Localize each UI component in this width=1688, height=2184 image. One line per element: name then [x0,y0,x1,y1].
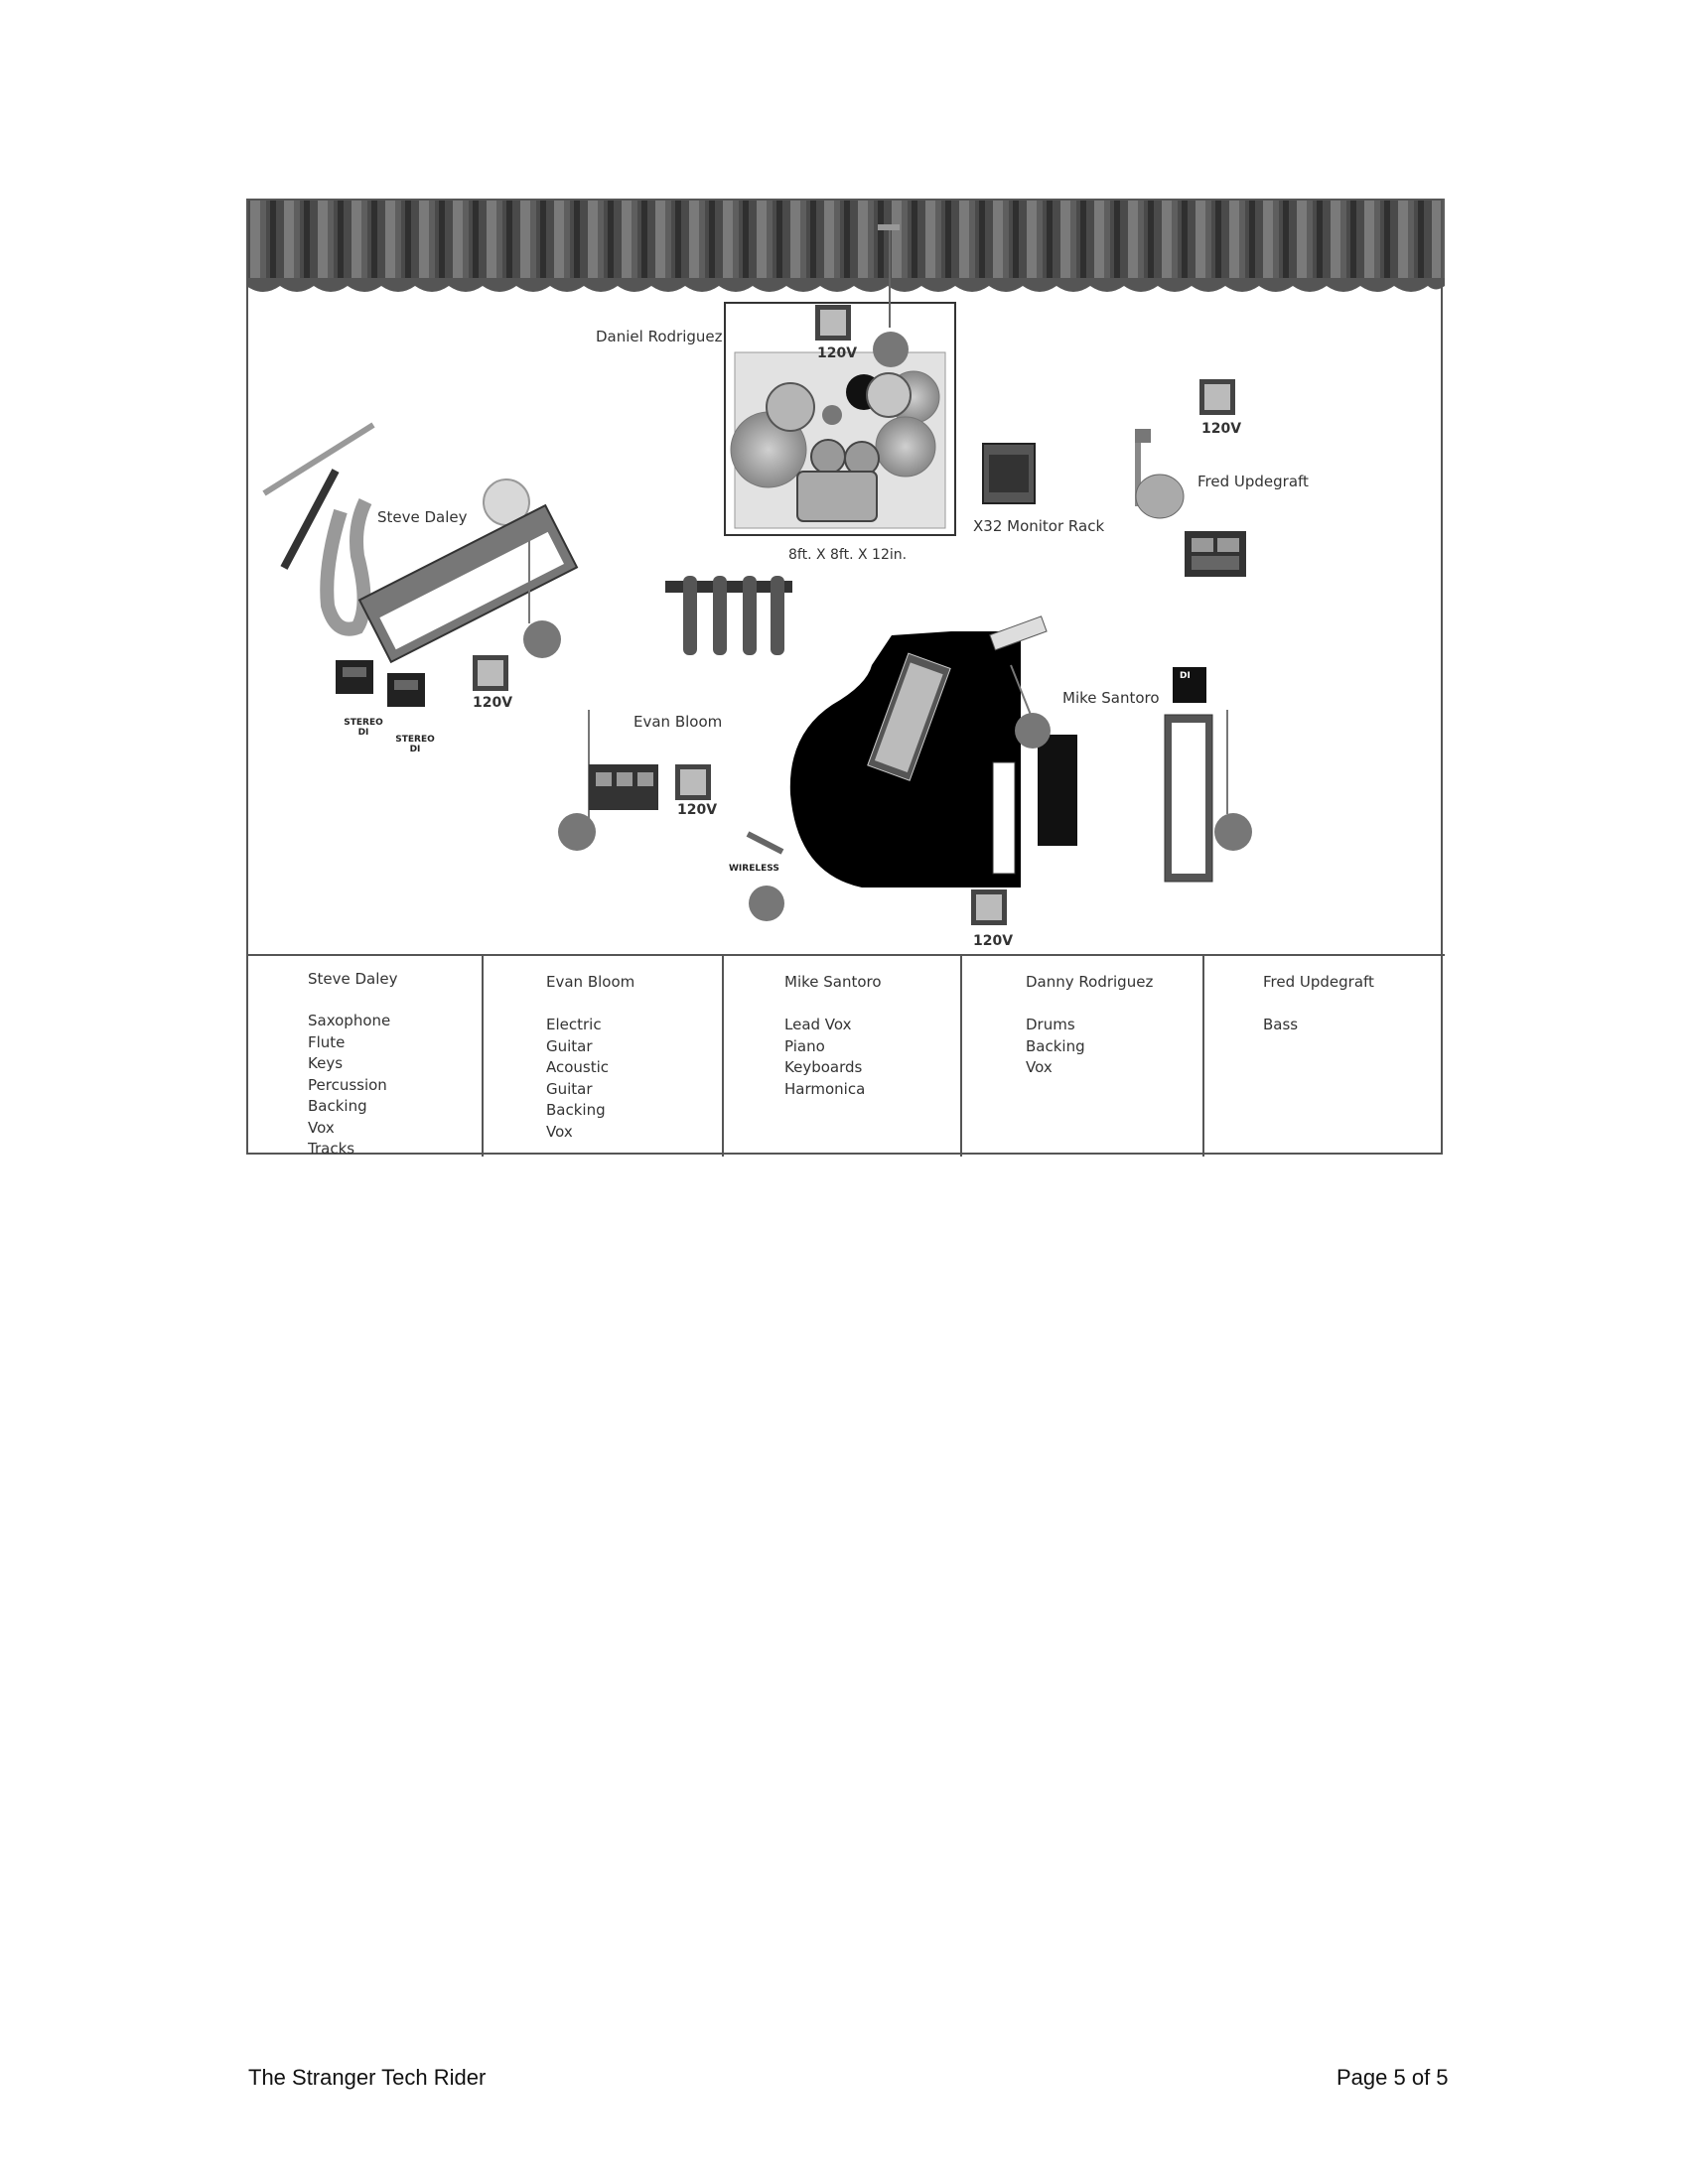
power-outlet-icon [675,764,711,800]
label-stereo-di: STEREO DI [344,718,383,738]
role-item: Drums [1026,1016,1075,1033]
roster-roles [784,1015,865,1100]
role-item: Tracks [308,1140,355,1158]
roster-roles [308,1011,390,1160]
roster-name: Danny Rodriguez [1026,973,1154,991]
label-steve-daley: Steve Daley [377,508,468,526]
label-di-box: DI [1180,671,1191,681]
power-outlet-icon [473,655,508,691]
role-item: Harmonica [784,1079,866,1098]
footer-document-title: The Stranger Tech Rider [248,2065,487,2090]
power-outlet-icon [971,889,1007,925]
stage-curtain [246,199,1445,292]
role-item: Backing Vox [1026,1036,1085,1076]
roster-name: Mike Santoro [784,973,882,991]
guitar-stand [665,576,792,655]
flute [264,425,373,493]
role-item: Keyboards [784,1058,863,1076]
bass-guitar [1135,429,1184,518]
roster-roles [546,1015,609,1143]
label-mike-santoro: Mike Santoro [1062,689,1160,707]
roster-roles [1263,1015,1298,1036]
label-monitor-rack: X32 Monitor Rack [973,517,1105,535]
label-fred-updegraft: Fred Updegraft [1197,473,1309,490]
role-item: Electric Guitar [546,1016,602,1055]
stage-plot-diagram [246,199,1445,1157]
power-outlet-icon [1199,379,1235,415]
role-item: Bass [1263,1016,1299,1033]
power-outlet-icon [815,305,851,341]
monitor-rack [983,444,1035,503]
power-label: 120V [473,695,513,711]
roster-name: Evan Bloom [546,973,635,991]
role-item: Piano [784,1036,825,1055]
role-item: Backing Vox [308,1097,367,1137]
footer-page-number: Page 5 of 5 [1336,2065,1449,2090]
power-label: 120V [973,933,1014,949]
power-label: 120V [677,802,718,818]
guitar-pedalboard [589,764,658,810]
role-item: Percussion [308,1075,387,1094]
piano-bench [1038,735,1077,846]
stereo-di-box [336,660,373,694]
role-item: Acoustic Guitar [546,1058,610,1098]
role-item: Keys [308,1054,344,1072]
roster-roles [1026,1015,1085,1079]
roster-name: Fred Updegraft [1263,973,1374,991]
bass-pedalboard [1185,531,1246,577]
role-item: Backing Vox [546,1101,606,1141]
label-evan-bloom: Evan Bloom [633,713,723,731]
role-item: Lead Vox [784,1016,852,1033]
wireless-mic [748,834,784,921]
label-riser-size: 8ft. X 8ft. X 12in. [788,547,908,563]
label-stereo-di: STEREO DI [395,735,435,754]
roster-name: Steve Daley [308,970,398,988]
stage-keyboard [1165,715,1212,882]
role-item: Flute [308,1032,346,1051]
label-wireless: WIRELESS [729,864,779,874]
power-label: 120V [817,345,858,361]
keyboard-mic-stand-2 [1214,710,1252,851]
label-daniel-rodriguez: Daniel Rodriguez [596,328,723,345]
saxophone [327,501,365,629]
role-item: Saxophone [308,1012,391,1029]
power-label: 120V [1201,421,1242,437]
stereo-di-box [387,673,425,707]
